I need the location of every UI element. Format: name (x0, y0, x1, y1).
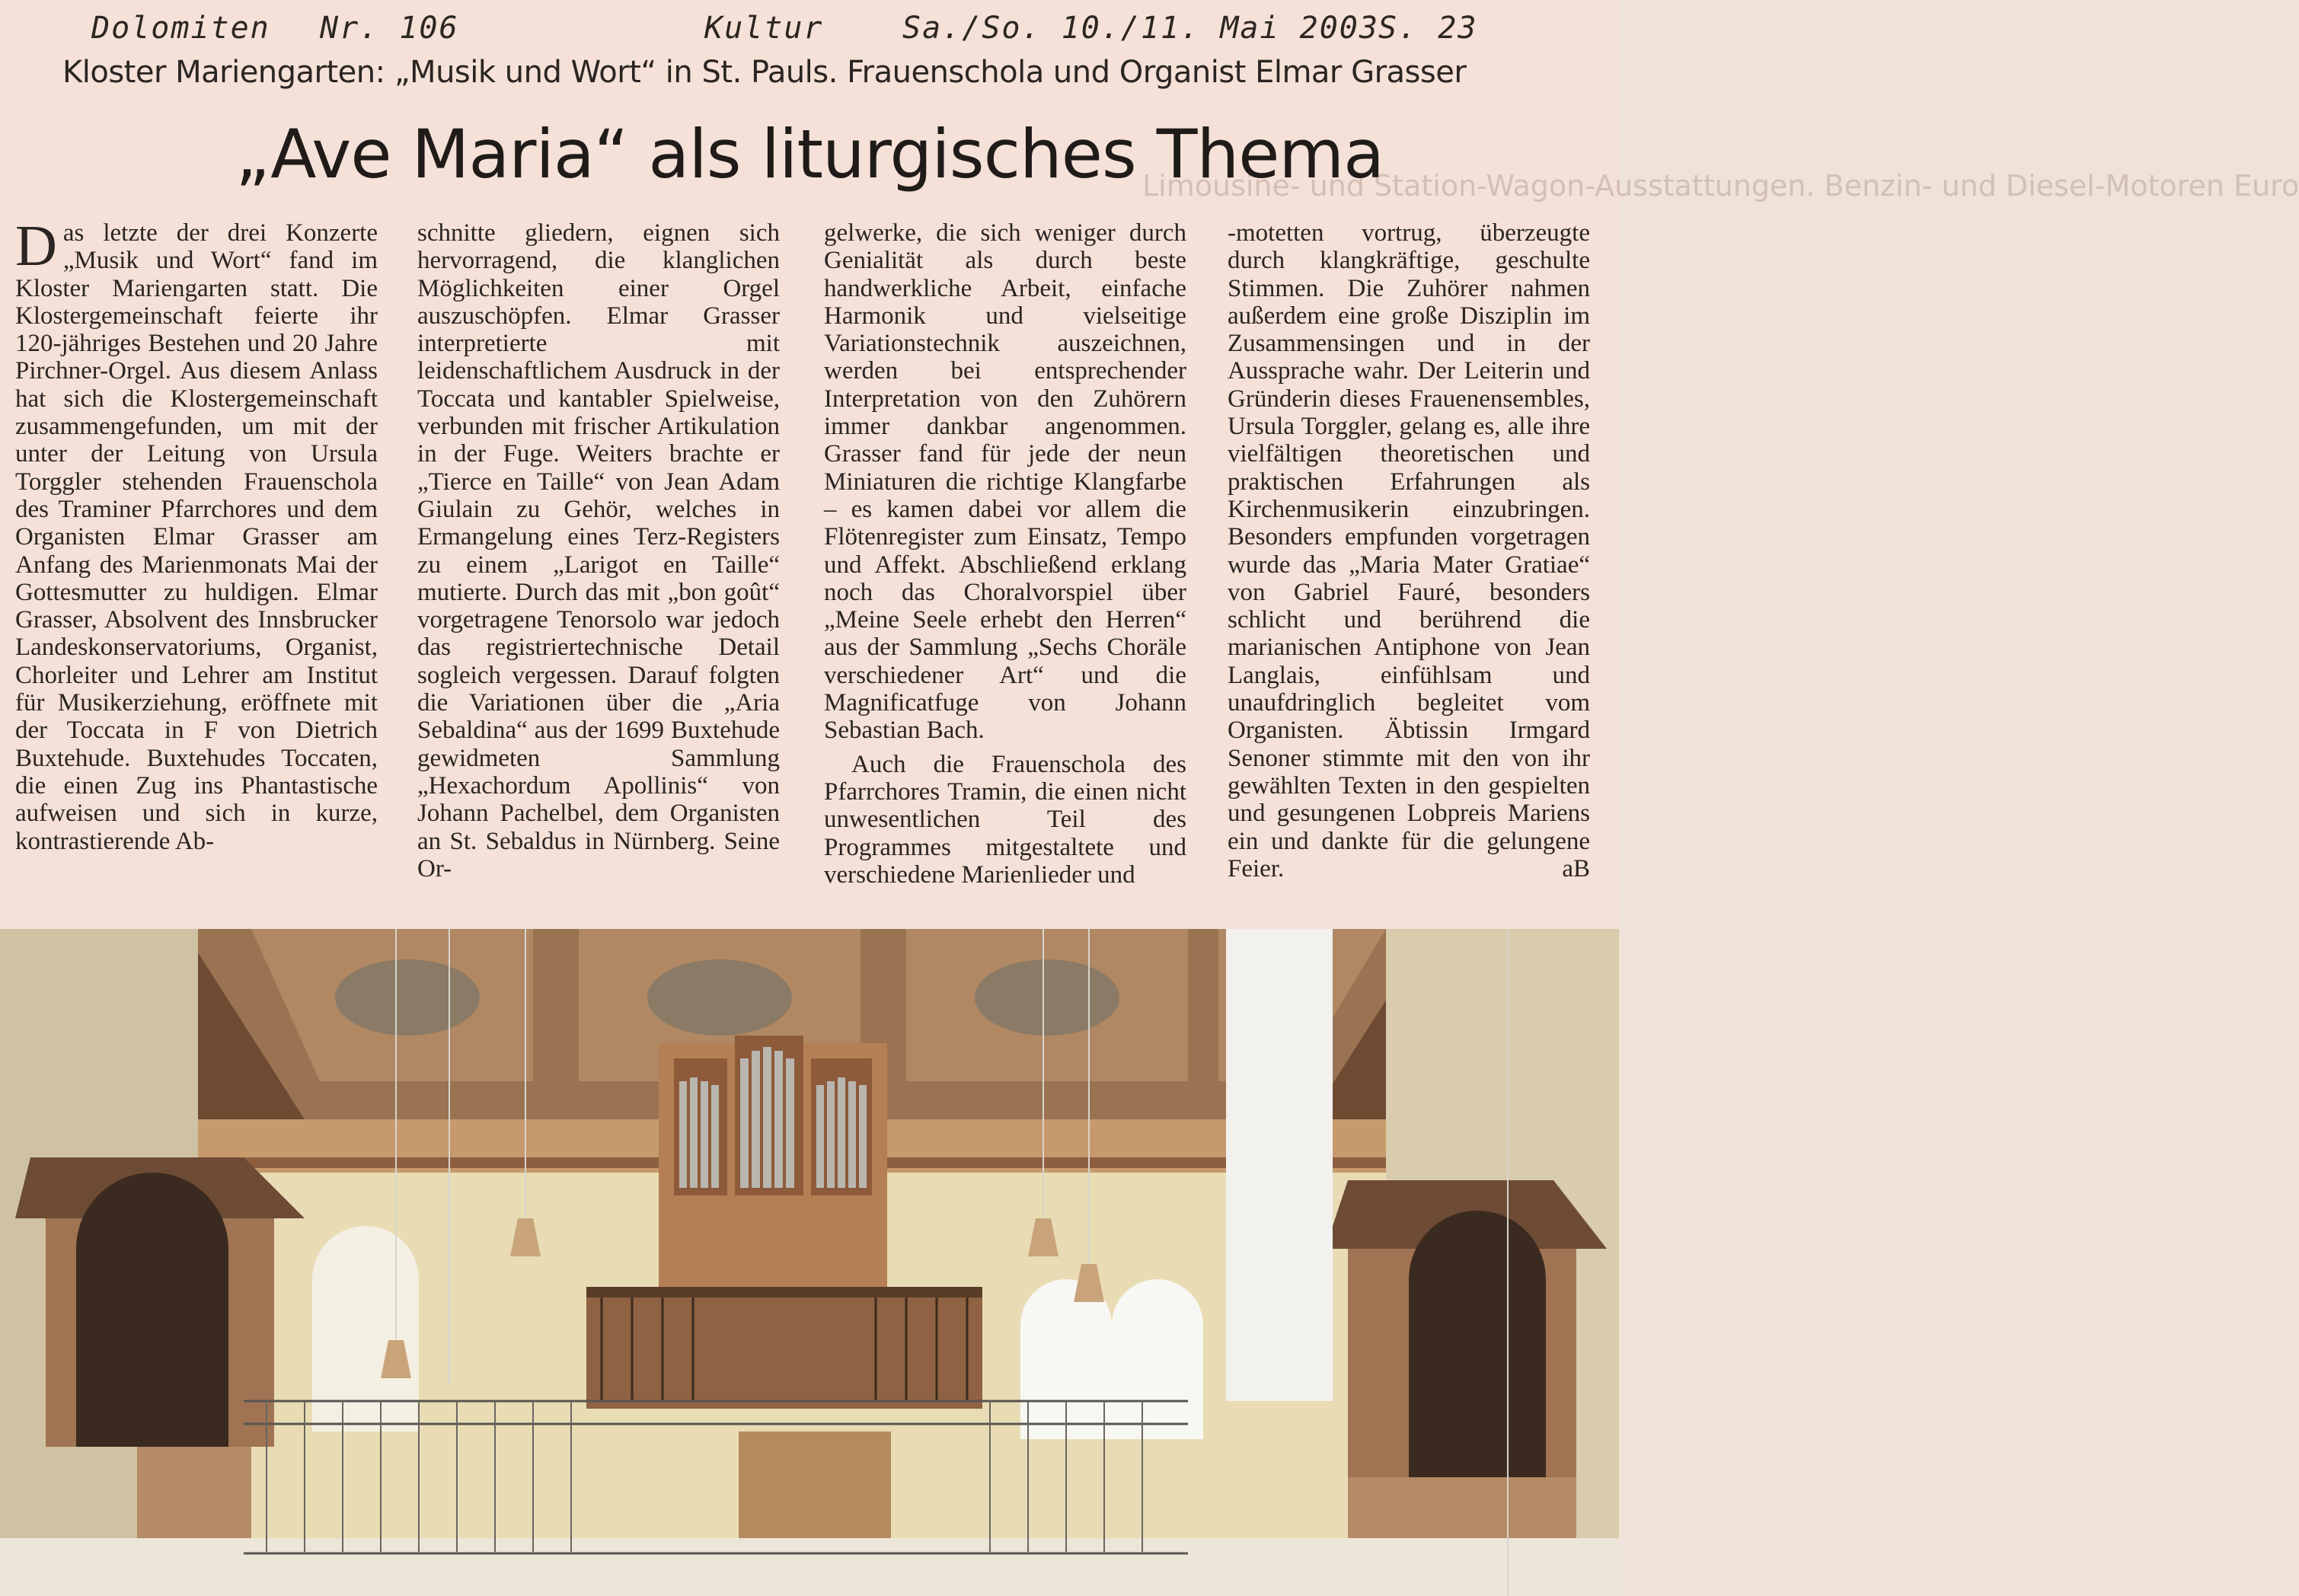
column-3-text-a: gelwerke, die sich weniger durch Genialität als durch beste handwerkliche Arbeit, einfache Harmonik und vielseitige Variationstechnik auszeichnen, werden bei entsprechender Interpretation von den Zuhörern immer dankbar angenommen. Grasser fand für jede der neun Miniaturen die richtige Klangfarbe – es kamen dabei vor allem die Flötenregister zum Einsatz, Tempo und Affekt. Abschließend erklang noch das Choralvorspiel über „Meine Seele erhebt den Herren“ aus der Sammlung „Sechs Choräle verschiedener Art“ und die Magnificatfuge von Johann Sebastian Bach. (824, 219, 1186, 745)
byline: aB (1562, 854, 1590, 883)
article-column-1 (15, 214, 378, 926)
column-3-text-b: Auch die Frauenschola des Pfarrchores Tramin, die einen nicht unwesentlichen Teil des Programmes mitgestaltete und verschiedene Marienlieder und (824, 750, 1186, 889)
headline: „Ave Maria“ als liturgisches Thema (235, 115, 1384, 193)
article-column-3 (824, 219, 1186, 926)
handwritten-date: Sa./So. 10./11. Mai 2003 (902, 11, 1379, 46)
kicker: Kloster Mariengarten: „Musik und Wort“ in St. Pauls. Frauenschola und Organist Elmar Grasser (62, 55, 1467, 90)
handwritten-issue: Nr. 106 (320, 11, 459, 46)
bleed-through-text: Limousine- und Station-Wagon-Ausstattungen. Benzin- und Diesel-Motoren Euro (1142, 169, 2299, 203)
column-2-text: schnitte gliedern, eignen sich hervorragend, die klanglichen Möglichkeiten einer Orgel auszuschöpfen. Elmar Grasser interpretierte mit leidenschaftlichem Ausdruck in der Toccata und kantabler Spielweise, verbunden mit frischer Artikulation in der Fuge. Weiters brachte er „Tierce en Taille“ von Jean Adam Giulain zu Gehör, welches in Ermangelung eines Terz-Registers zu einem „Larigot en Taille“ mutierte. Durch das mit „bon goût“ vorgetragene Tenorsolo war jedoch das registriertechnische Detail sogleich vergessen. Darauf folgten die Variationen über die „Aria Sebaldina“ aus der 1699 Buxtehude gewidmeten Sammlung „Hexachordum Apollinis“ von Johann Pachelbel, dem Organisten an St. Sebaldus in Nürnberg. Seine Or- (417, 219, 780, 883)
drop-cap: D (15, 214, 57, 278)
article-column-4 (1228, 219, 1590, 926)
column-4-text: -motetten vortrug, überzeugte durch klangkräftige, geschulte Stimmen. Die Zuhörer nahmen außerdem eine große Disziplin im Zusammensingen und in der Aussprache wahr. Der Leiterin und Gründerin dieses Frauenensembles, Ursula Torggler, gelang es, alle ihre vielfältigen theoretischen und praktischen Erfahrungen als Kirchenmusikerin einzubringen. Besonders empfunden vorgetragen wurde das „Maria Mater Gratiae“ von Gabriel Fauré, besonders schlicht und berührend die marianischen Antiphone von Jean Langlais, einfühlsam und unaufdringlich begleitet vom Organisten. Äbtissin Irmgard Senoner stimmte mit den von ihr gewählten Texten in den gespielten und gesungenen Lobpreis Mariens ein und dankte für die gelungene Feier. (1228, 219, 1590, 883)
handwritten-paper-name: Dolomiten (91, 11, 270, 46)
article-column-2 (417, 219, 780, 926)
photo-church-organ-loft (0, 929, 1619, 1596)
handwritten-page: S. 23 (1378, 11, 1478, 46)
column-1-text: as letzte der drei Konzerte „Musik und Wort“ fand im Kloster Mariengarten statt. Die Klostergemeinschaft feierte ihr 120-jähriges Bestehen und 20 Jahre Pirchner-Orgel. Aus diesem Anlass hat sich die Klostergemeinschaft zusammengefunden, um mit der unter der Leitung von Ursula Torggler stehenden Frauenschola des Traminer Pfarrchores und dem Organisten Elmar Grasser am Anfang des Marienmonats Mai der Gottesmutter zu huldigen. Elmar Grasser, Absolvent des Innsbrucker Landeskonservatoriums, Organist, Chorleiter und Lehrer am Institut für Musikerziehung, eröffnete mit der Toccata in F von Dietrich Buxtehude. Buxtehudes Toccaten, die einen Zug ins Phantastische aufweisen und sich in kurze, kontrastierende Ab- (15, 219, 378, 855)
handwritten-section: Kultur (704, 11, 824, 46)
